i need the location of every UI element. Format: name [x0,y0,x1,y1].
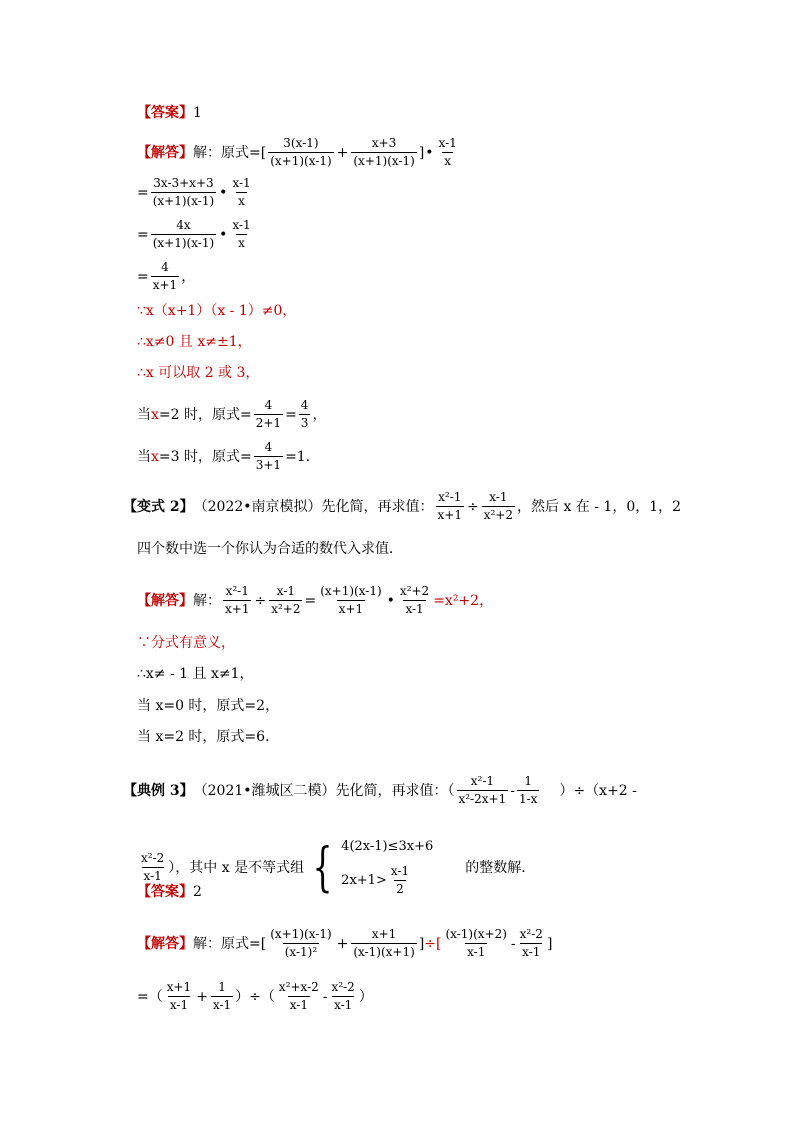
solution-tag: 【解答】 [137,935,193,952]
case-line-2 [137,440,320,473]
therefore-line-1: ∴x≠0 且 x≠±1， [137,334,252,350]
example-tag: 【典例 3】 [123,782,194,799]
text: 先化简，再求值：（ [335,782,455,799]
text: =1． [285,448,320,465]
fraction: $\frac{4}{2+1}$ [255,398,282,430]
text: =（ [137,988,163,1005]
case-line-1: 当 x=0 时，原式=2， [137,698,280,714]
minus-sign: - [510,935,516,952]
equals-sign: = [285,406,297,423]
fraction: $\frac{\text{x²-2}}{x-1}$ [519,927,543,959]
text: ，然后 x 在 - 1，0，1，2 [517,498,682,515]
fraction: $\frac{x+1}{x-1}$ [166,980,192,1012]
bracket: ] [418,935,425,952]
text: 当 [137,448,151,465]
equals-sign: = [137,268,149,285]
fraction: $\frac{1}{x-1}$ [212,980,232,1012]
inequality-2 [341,864,433,897]
fraction: $\frac{x-1}{x}$ [438,136,457,168]
fraction: $\frac{x+3}{(x+1)(x-1)}$ [353,136,415,168]
plus-sign: + [336,935,349,952]
meaning-line: ∵分式有意义， [137,635,235,651]
fraction: $\frac{x-1}{x}$ [232,176,251,208]
text: 解：原式=[ [193,935,267,952]
fraction: $\frac{\text{x²-1}}{x+1}$ [225,584,250,616]
fraction: $\frac{(x+1)(x-1)}{\text{(x-1)²}}$ [270,927,332,959]
fraction: $\frac{(x+1)(x-1)}{x+1}$ [320,584,382,616]
fraction: $\frac{\text{x²+2}}{x-1}$ [399,584,430,616]
fraction: $\frac{(x-1)(x+2)}{x-1}$ [445,927,507,959]
solution-3-line-1 [137,927,552,960]
text: 当 [137,406,151,423]
fraction: $\frac{\text{x²-1}}{\text{x²-2x+1}}$ [458,774,507,806]
fraction: $\frac{3x-3+x+3}{(x+1)(x-1)}$ [152,176,215,208]
fraction: $\frac{4}{x+1}$ [152,260,178,292]
solution-3-line-2 [137,980,373,1013]
solution-1-line-3 [137,218,255,251]
inequality-1: 4(2x-1)≤3x+6 [341,839,434,854]
bracket: ] [546,935,553,952]
answer-1 [137,104,202,122]
fraction: $\frac{x-1}{x}$ [232,218,251,250]
solution-1-line-1 [137,136,461,169]
text: ）÷（x+2 - [559,782,637,799]
text: ）÷（ [235,988,275,1005]
bracket: ] [418,144,425,161]
minus-sign: - [510,782,515,799]
variant-tag: 【变式 2】 [123,498,194,515]
dot-sign: • [386,592,395,609]
fraction: $\frac{x-1}{\text{x²+2}}$ [271,584,301,616]
inequality-system [306,838,433,897]
brace-icon: { [312,837,333,898]
variable-x: x [151,448,159,465]
solution-1-line-2 [137,176,255,209]
fraction: $\frac{x-1}{\text{x²+2}}$ [483,490,513,522]
solution-1-line-4 [137,260,195,293]
dot-sign: • [219,184,228,201]
answer-tag: 【答案】 [137,105,193,121]
source: （2021•潍城区二模） [193,782,336,799]
source: （2022•南京模拟） [193,498,322,515]
fraction: $\frac{x+1}{(x-1)(x+1)}$ [353,927,415,959]
because-line: ∵x（x+1）（x - 1）≠0， [137,303,297,319]
fraction: $\frac{\text{x²-2}}{x-1}$ [141,851,165,883]
equals-sign: = [304,592,317,609]
dot-sign: • [425,144,434,161]
text: 先化简，再求值： [321,498,434,515]
text: 2x+1> [341,872,387,888]
answer-value: 1 [193,105,202,121]
solution-intro: 解：原式=[ [193,144,267,161]
variant-2-line-2: 四个数中选一个你认为合适的数代入求值． [137,541,403,557]
divide-sign: ÷ [254,592,267,609]
fraction: $\frac{\text{x²-1}}{x+1}$ [437,490,462,522]
text: 解： [193,592,221,609]
fraction: $\frac{4}{3+1}$ [255,440,282,472]
plus-sign: + [196,988,208,1005]
example-3-question [123,774,637,807]
text: ），其中 x 是不等式组 [168,859,305,876]
minus-sign: - [322,988,328,1005]
solution-2-line-1 [137,584,493,617]
divide-sign: ÷[ [424,935,442,952]
text: =3 时，原式= [158,448,252,465]
therefore-line: ∴x≠ - 1 且 x≠1， [137,666,254,682]
plus-sign: + [336,144,349,161]
variable-x: x [151,406,159,423]
divide-sign: ÷ [466,498,479,515]
fraction: $\frac{x-1}{2}$ [390,864,410,896]
answer-3 [137,883,202,901]
solution-tag: 【解答】 [137,592,193,609]
punctuation: ， [312,406,327,423]
dot-sign: • [219,226,228,243]
case-line-2: 当 x=2 时，原式=6． [137,729,280,745]
fraction: $\frac{\text{x²-2}}{x-1}$ [331,980,355,1012]
text: 的整数解． [465,859,536,876]
fraction: $\frac{4}{3}$ [300,398,309,430]
fraction: $\frac{1}{1-x}$ [518,774,538,806]
case-line-1 [137,398,326,431]
fraction: $\frac{4x}{(x+1)(x-1)}$ [152,218,215,250]
result: =x²+2， [433,592,494,609]
answer-value: 2 [193,884,202,900]
text: =2 时，原式= [158,406,252,423]
punctuation: ， [181,268,196,285]
variant-2-question [123,490,681,523]
equals-sign: = [137,226,149,243]
therefore-line-2: ∴x 可以取 2 或 3， [137,365,260,381]
answer-tag: 【答案】 [137,884,193,900]
text: ） [358,988,373,1005]
fraction: $\frac{3(x-1)}{(x+1)(x-1)}$ [270,136,332,168]
equals-sign: = [137,184,149,201]
solution-tag: 【解答】 [137,144,193,161]
fraction: $\frac{\text{x²+x-2}}{x-1}$ [278,980,319,1012]
